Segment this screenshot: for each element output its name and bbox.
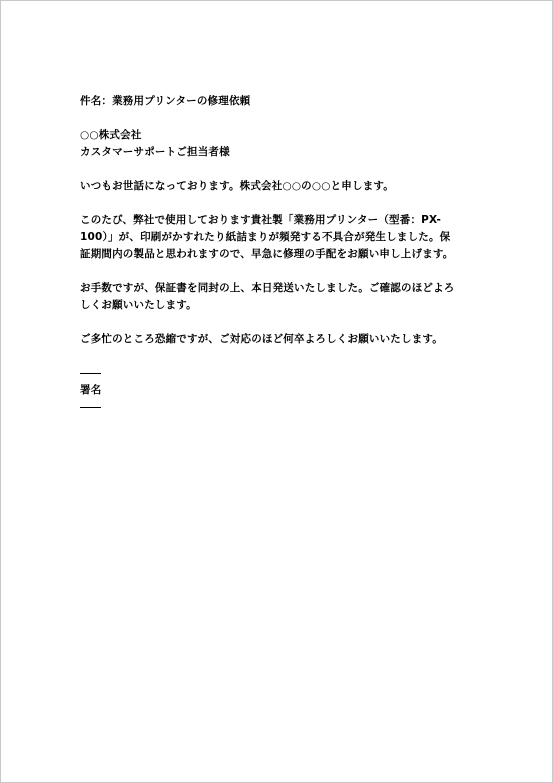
- closing-text: ご多忙のところ恐縮ですが、ご対応のほど何卒よろしくお願いいたします。: [80, 333, 443, 345]
- signature-rule-bottom: [80, 399, 480, 416]
- signature-block: [80, 365, 480, 416]
- subject-line: [80, 93, 480, 110]
- recipient-company: ○○株式会社: [80, 129, 142, 141]
- paragraph-line: 証期間内の製品と思われますので、早急に修理の手配をお願い申し上げます。: [80, 248, 454, 260]
- body-paragraph-request: [80, 212, 480, 263]
- letter-body: [80, 93, 480, 416]
- greeting-paragraph: [80, 178, 480, 195]
- recipient-block: [80, 127, 480, 161]
- paragraph-line: 100）」が、印刷がかすれたり紙詰まりが頻発する不具合が発生しました。保: [80, 231, 451, 243]
- recipient-department: カスタマーサポートご担当者様: [80, 146, 230, 158]
- signature-label: 署名: [80, 384, 102, 396]
- paragraph-line: お手数ですが、保証書を同封の上、本日発送いたしました。ご確認のほどよろ: [80, 282, 455, 294]
- paragraph-line: しくお願いいたします。: [80, 299, 197, 311]
- closing-paragraph: [80, 331, 480, 348]
- subject-text: 件名：業務用プリンターの修理依頼: [80, 95, 251, 107]
- greeting-text: いつもお世話になっております。株式会社○○の○○と申します。: [80, 180, 394, 192]
- body-paragraph-warranty: [80, 280, 480, 314]
- signature-rule-top: [80, 365, 480, 382]
- paragraph-line: このたび、弊社で使用しております貴社製「業務用プリンター（型番：PX-: [80, 214, 442, 226]
